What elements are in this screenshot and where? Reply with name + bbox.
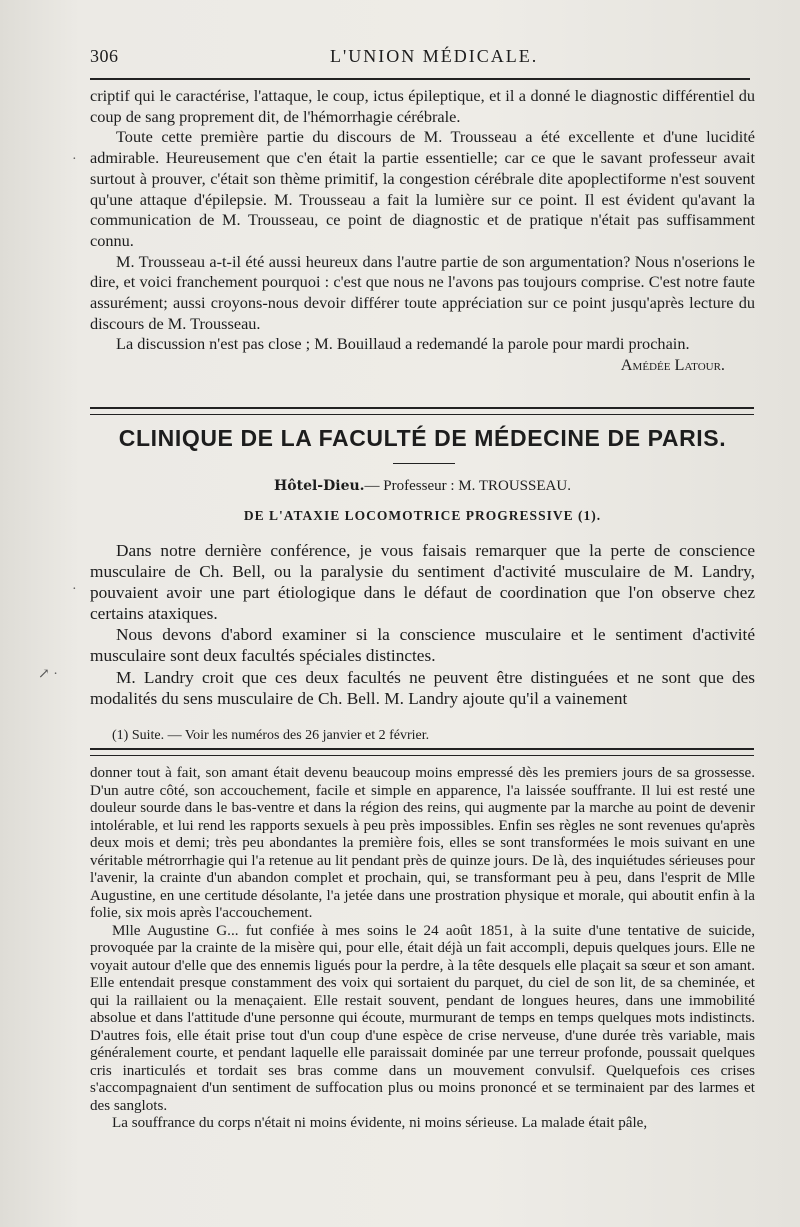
professor-line: — Professeur : M. TROUSSEAU. <box>364 478 571 494</box>
paragraph: Nous devons d'abord examiner si la conscience musculaire et le sentiment d'activité musculaire sont deux facultés spéciales distinctes. <box>90 625 755 666</box>
section-divider <box>90 407 754 415</box>
paragraph: Dans notre dernière conférence, je vous faisais remarquer que la perte de conscience musculaire de Ch. Bell, ou la paralysie du sentiment d'activité musculaire de M. Landry, pouvaient avoir une part étiologique dans le défaut de coordination que l'on observe chez certains ataxiques. <box>90 541 755 624</box>
running-title: L'UNION MÉDICALE. <box>330 46 539 66</box>
paragraph: donner tout à fait, son amant était devenu beaucoup moins empressé dès les premiers jours de sa grossesse. D'un autre côté, son accouchement, facile et simple en apparence, l'a laissée souffrante. Il lui est resté une douleur sourde dans le bas-ventre et dans la région des reins, qui augmente par la marche au point de devenir intolérable, et lui rend les rapports sexuels à peu près impossibles. Enfin ses règles ne sont revenues qu'après deux mois et demi; très peu abondantes la première fois, elles se sont transformées le mois suivant en une véritable métrorrhagie qui l'a retenue au lit pendant près de quinze jours. De là, des inquiétudes sérieuses pour l'avenir, la crainte d'un abandon complet et prochain, qui, se transformant peu à peu, dans l'esprit de Mlle Augustine, en une certitude désolante, l'a jetée dans une prostration physique et morale, qui aboutit enfin à la folie, six mois après l'accouchement. <box>90 765 755 921</box>
paragraph: M. Landry croit que ces deux facultés ne peuvent être distinguées et ne sont que des modalités du sens musculaire de Ch. Bell. M. Landry ajoute qu'il a vainement <box>90 667 755 708</box>
paragraph: criptif qui le caractérise, l'attaque, le coup, ictus épileptique, et il a donné le diagnostic différentiel du coup de sang proprement dit, de l'hémorrhagie cérébrale. <box>90 86 755 126</box>
section-subtitle <box>90 478 755 495</box>
hospital-name: Hôtel-Dieu. <box>274 478 365 494</box>
header-rule <box>90 78 750 80</box>
page-header <box>90 46 750 74</box>
paragraph: La souffrance du corps n'était ni moins évidente, ni moins sérieuse. La malade était pâle, <box>112 1115 648 1131</box>
section-title: CLINIQUE DE LA FACULTÉ DE MÉDECINE DE PARIS. <box>118 425 727 451</box>
lecture-title: DE L'ATAXIE LOCOMOTRICE PROGRESSIVE (1). <box>243 508 602 523</box>
paragraph: La discussion n'est pas close ; M. Bouillaud a redemandé la parole pour mardi prochain. <box>116 334 690 354</box>
footnote: (1) Suite. — Voir les numéros des 26 janvier et 2 février. <box>112 728 430 743</box>
paragraph: M. Trousseau a-t-il été aussi heureux dans l'autre partie de son argumentation? Nous n'oserions le dire, et voici franchement pourquoi : c'est que nous ne l'avons pas toujours comprise. C'est notre faute assurément; aussi croyons-nous devoir différer toute appréciation sur ce point jusqu'après lecture du discours de M. Trousseau. <box>90 251 755 333</box>
article-continuation <box>90 86 755 376</box>
page-number: 306 <box>90 46 119 66</box>
paragraph: Toute cette première partie du discours de M. Trousseau a été excellente et d'une lucidité admirable. Heureusement que c'en était la partie essentielle; car ce que le savant professeur avait surtout à prouver, c'était son thème primitif, la congestion cérébrale dite apoplectiforme n'est souvent qu'une attaque d'épilepsie. M. Trousseau a fait la lumière sur ce point. Il est évident qu'avant la communication de M. Trousseau, ce point de diagnostic et de pratique n'était pas suffisamment connu. <box>90 127 755 250</box>
feuilleton-divider <box>90 748 754 756</box>
margin-dot: · <box>72 152 77 167</box>
feuilleton-text <box>90 765 755 1133</box>
margin-dot: · <box>72 582 77 597</box>
author-signature: Amédée Latour. <box>620 355 725 375</box>
lecture-text <box>90 540 755 709</box>
margin-mark: ↗ · <box>38 667 58 682</box>
title-rule <box>393 463 455 464</box>
paragraph: Mlle Augustine G... fut confiée à mes soins le 24 août 1851, à la suite d'une tentative de suicide, provoquée par la crainte de la misère qui, pour elle, était déjà un fait accompli, depuis quelques jours. Elle ne voyait autour d'elle que des ennemis ligués pour la perdre, à la tête desquels elle plaçait sa sœur et son amant. Elle entendait presque constamment des voix qui sortaient du parquet, du ciel de son lit, de sa cheminée, et qui la raillaient ou la menaçaient. Elle restait souvent, pendant de longues heures, dans une immobilité absolue et dans l'attitude d'une personne qui écoute, murmurant de temps en temps quelques mots indistincts. D'autres fois, elle était prise tout d'un coup d'une espèce de crise nerveuse, d'une durée très variable, mais généralement courte, et pendant laquelle elle paraissait dominée par une terreur profonde, poussait quelques cris inarticulés et tordait ses bras comme dans un mouvement convulsif. Quelquefois ces crises s'accompagnaient d'un sentiment de suffocation plus ou moins prononcé et se terminaient par des larmes et des sanglots. <box>90 922 755 1114</box>
